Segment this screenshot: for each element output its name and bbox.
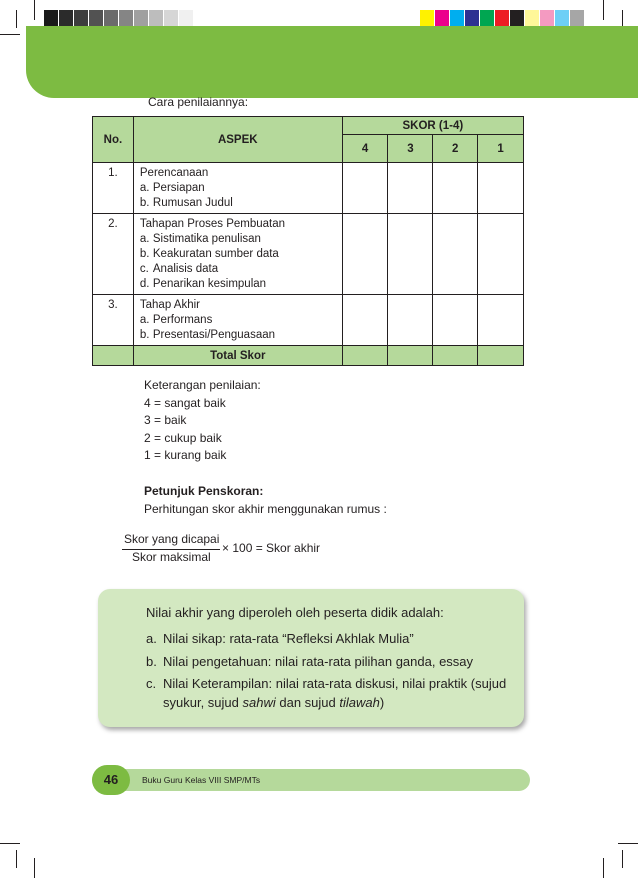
swatch <box>59 10 74 26</box>
score-cell[interactable] <box>342 163 388 214</box>
box-item-b: Nilai pengetahuan: nilai rata-rata pilihan ganda, essay <box>163 654 474 669</box>
color-bar <box>420 10 585 26</box>
total-label: Total Skor <box>133 346 342 366</box>
box-item-c: Nilai Keterampilan: nilai rata-rata diskusi, nilai praktik (sujud <box>163 676 507 691</box>
item-text: Performans <box>152 314 213 326</box>
score-cell[interactable] <box>433 214 478 295</box>
total-blank <box>93 346 134 366</box>
keterangan-item: 4 = sangat baik <box>144 396 226 410</box>
keterangan-item: 1 = kurang baik <box>144 448 227 462</box>
score-cell[interactable] <box>478 295 524 346</box>
score-cell[interactable] <box>478 214 524 295</box>
box-label-a: a. <box>146 631 157 646</box>
item-label: a. <box>139 233 150 245</box>
total-cell[interactable] <box>342 346 388 366</box>
item-label: b. <box>139 197 150 209</box>
assessment-table <box>92 116 524 366</box>
grayscale-bar <box>44 10 194 26</box>
swatch <box>480 10 495 26</box>
swatch <box>540 10 555 26</box>
item-text: Sistimatika penulisan <box>152 233 261 245</box>
petunjuk-text: Perhitungan skor akhir menggunakan rumus : <box>144 502 387 516</box>
skor-col-4: 4 <box>342 135 388 163</box>
row-aspek <box>133 214 342 295</box>
swatch <box>179 10 194 26</box>
swatch <box>119 10 134 26</box>
formula-rest: × 100 = Skor akhir <box>222 541 321 555</box>
swatch <box>555 10 570 26</box>
item-text: Keakuratan sumber data <box>152 248 279 260</box>
crop-mark <box>0 34 20 35</box>
crop-mark <box>603 0 604 20</box>
box-label-c: c. <box>146 676 157 691</box>
page-number: 46 <box>92 765 130 795</box>
table-row <box>93 214 524 295</box>
swatch <box>465 10 480 26</box>
swatch <box>510 10 525 26</box>
item-label: b. <box>139 248 150 260</box>
item-label: c. <box>139 263 149 275</box>
item-label: a. <box>139 182 150 194</box>
box-intro: Nilai akhir yang diperoleh oleh peserta didik adalah: <box>146 605 444 620</box>
skor-header: SKOR (1-4) <box>342 117 523 135</box>
swatch <box>495 10 510 26</box>
formula-denominator: Skor maksimal <box>132 550 211 564</box>
item-text: Penarikan kesimpulan <box>152 278 267 290</box>
box-item-c-cont <box>163 693 384 713</box>
swatch <box>134 10 149 26</box>
item-label: a. <box>139 314 150 326</box>
row-aspek <box>133 295 342 346</box>
row-number: 3. <box>93 295 134 346</box>
row-number: 1. <box>93 163 134 214</box>
c-text-mid: dan sujud <box>275 695 340 710</box>
score-cell[interactable] <box>388 163 433 214</box>
crop-mark <box>34 0 35 20</box>
swatch <box>149 10 164 26</box>
row-aspek <box>133 163 342 214</box>
item-text: Presentasi/Penguasaan <box>152 329 276 341</box>
no-header: No. <box>93 117 134 163</box>
swatch <box>435 10 450 26</box>
aspek-title: Tahapan Proses Pembuatan <box>139 218 286 230</box>
score-cell[interactable] <box>478 163 524 214</box>
swatch <box>89 10 104 26</box>
item-text: Analisis data <box>152 263 219 275</box>
total-cell[interactable] <box>388 346 433 366</box>
row-number: 2. <box>93 214 134 295</box>
c-text-tilawah: tilawah <box>339 695 380 710</box>
skor-col-3: 3 <box>388 135 433 163</box>
c-text-sahwi: sahwi <box>242 695 276 710</box>
registration-mark <box>16 10 17 28</box>
score-cell[interactable] <box>342 295 388 346</box>
total-cell[interactable] <box>478 346 524 366</box>
crop-mark <box>618 843 638 844</box>
registration-mark <box>16 850 17 868</box>
aspek-header: ASPEK <box>133 117 342 163</box>
c-text-pre: syukur, sujud <box>163 695 243 710</box>
score-cell[interactable] <box>433 163 478 214</box>
swatch <box>44 10 59 26</box>
table-row <box>93 163 524 214</box>
header-band <box>26 26 638 98</box>
box-item-a: Nilai sikap: rata-rata “Refleksi Akhlak Mulia” <box>163 631 414 646</box>
registration-mark <box>622 850 623 868</box>
keterangan-item: 3 = baik <box>144 413 187 427</box>
item-text: Rumusan Judul <box>152 197 233 209</box>
swatch <box>450 10 465 26</box>
skor-col-1: 1 <box>478 135 524 163</box>
intro-text: Cara penilaiannya: <box>148 95 249 109</box>
petunjuk-title: Petunjuk Penskoran: <box>144 484 264 498</box>
aspek-title: Tahap Akhir <box>139 299 200 311</box>
score-cell[interactable] <box>433 295 478 346</box>
table-row <box>93 295 524 346</box>
c-text-post: ) <box>379 695 385 710</box>
box-label-b: b. <box>146 654 157 669</box>
swatch <box>570 10 585 26</box>
score-cell[interactable] <box>388 214 433 295</box>
item-label: d. <box>139 278 150 290</box>
skor-col-2: 2 <box>433 135 478 163</box>
item-text: Persiapan <box>152 182 205 194</box>
book-title: Buku Guru Kelas VIII SMP/MTs <box>142 775 261 785</box>
swatch <box>104 10 119 26</box>
score-cell[interactable] <box>388 295 433 346</box>
aspek-title: Perencanaan <box>139 167 209 179</box>
formula-numerator: Skor yang dicapai <box>124 532 220 546</box>
swatch <box>525 10 540 26</box>
keterangan-item: 2 = cukup baik <box>144 431 222 445</box>
total-cell[interactable] <box>433 346 478 366</box>
swatch <box>420 10 435 26</box>
total-row <box>93 346 524 366</box>
crop-mark <box>34 858 35 878</box>
score-cell[interactable] <box>342 214 388 295</box>
swatch <box>164 10 179 26</box>
crop-mark <box>0 843 20 844</box>
item-label: b. <box>139 329 150 341</box>
crop-mark <box>603 858 604 878</box>
keterangan-title: Keterangan penilaian: <box>144 378 261 392</box>
swatch <box>74 10 89 26</box>
